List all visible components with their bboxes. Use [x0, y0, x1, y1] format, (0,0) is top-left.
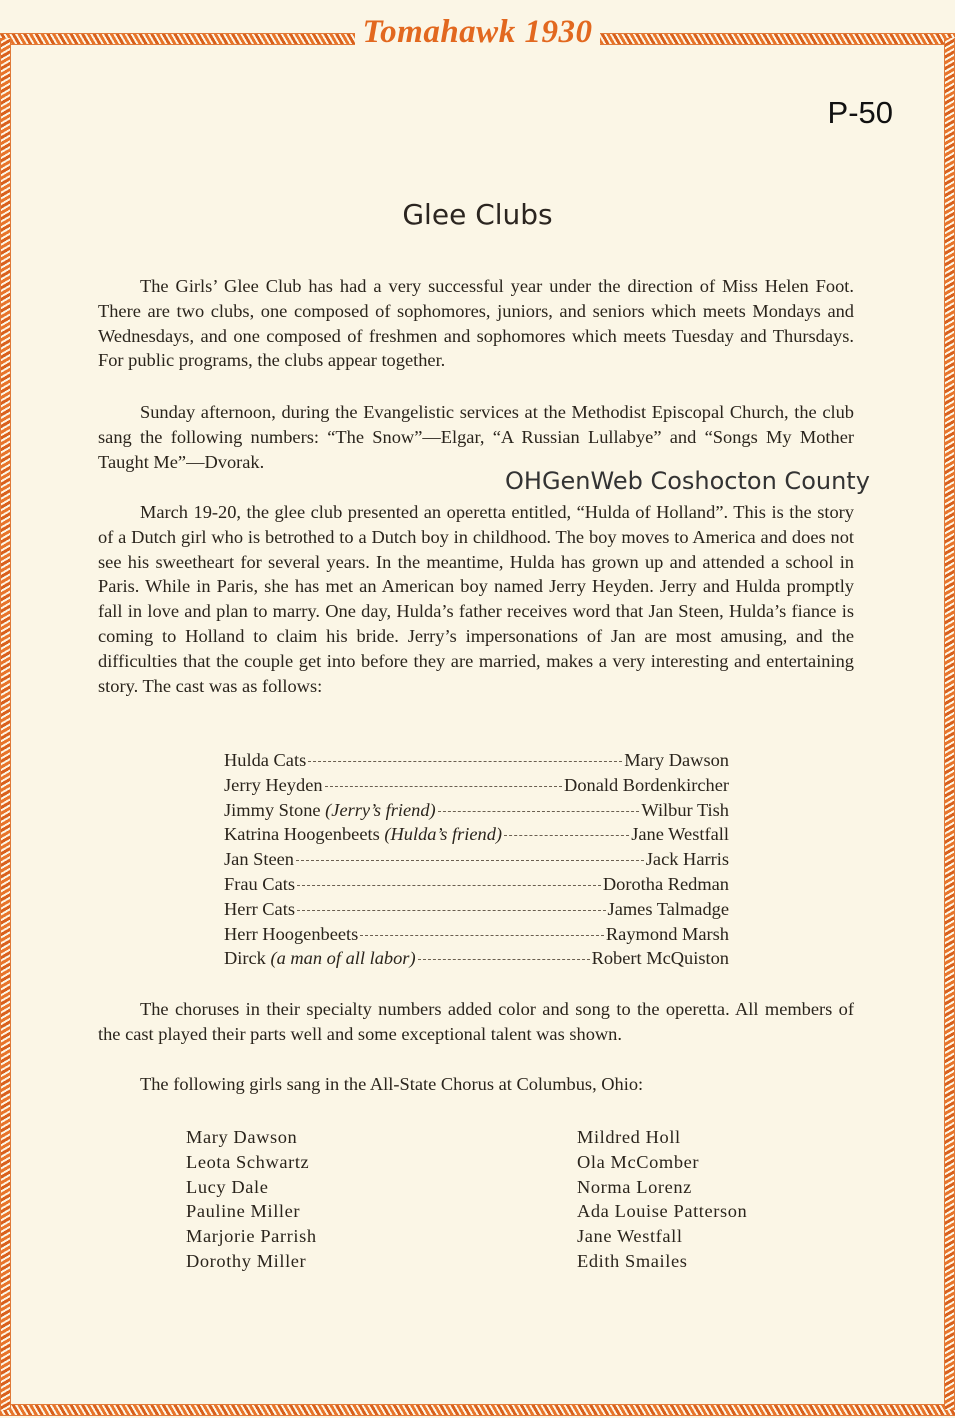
- cast-row: [224, 775, 729, 800]
- cast-row: [224, 849, 729, 874]
- cast-list: [224, 750, 729, 973]
- cast-role: [224, 849, 294, 870]
- paragraph-all-state: The following girls sang in the All-State Chorus at Columbus, Ohio:: [140, 1074, 644, 1094]
- page-number: P-50: [827, 95, 893, 130]
- role-name: Hulda Cats: [224, 750, 307, 770]
- chorus-member: Pauline Miller: [186, 1201, 301, 1222]
- chorus-list-left: [186, 1125, 317, 1274]
- dotted-leader: [504, 835, 629, 836]
- chorus-member: Mary Dawson: [186, 1127, 298, 1147]
- actor-name: Dorotha Redman: [602, 873, 729, 894]
- cast-row: [224, 948, 729, 973]
- dotted-leader: [418, 959, 590, 960]
- chorus-member: Ada Louise Patterson: [577, 1201, 748, 1222]
- paragraph-operetta: March 19-20, the glee club presented an operetta entitled, “Hulda of Holland”. This is the story of a Dutch girl who is betrothed to a Dutch boy in childhood. The boy moves to America and does not see his sweetheart for several years. In the meantime, Hulda has grown up and attended a school in Paris. While in Paris, she has met an American boy named Jerry Heyden. Jerry and Hulda promptly fall in love and plan to marry. One day, Hulda’s father receives word that Jan Steen, Hulda’s fiance is coming to Holland to claim his bride. Jerry’s impersonations of Jan are most amusing, and the difficulties that the couple get into before they are married, makes a very interesting and entertaining story. The cast was as follows:: [98, 502, 854, 696]
- actor-name: Robert McQuiston: [591, 948, 729, 969]
- role-name: Jimmy Stone: [224, 799, 321, 820]
- watermark: OHGenWeb Coshocton County: [505, 467, 870, 495]
- bottom-rope-border: [0, 1404, 955, 1416]
- chorus-member: Lucy Dale: [186, 1176, 269, 1197]
- cast-role: [224, 899, 295, 920]
- role-note: (Jerry’s friend): [325, 799, 436, 820]
- chorus-member: Jane Westfall: [577, 1226, 683, 1247]
- dotted-leader: [438, 811, 640, 812]
- chorus-list-right: [577, 1125, 747, 1274]
- cast-role: [224, 775, 323, 796]
- chorus-member: Dorothy Miller: [186, 1250, 307, 1271]
- header-title: Tomahawk 1930: [355, 14, 601, 51]
- role-name: Dirck: [224, 948, 266, 969]
- chorus-member: Ola McComber: [577, 1151, 700, 1172]
- cast-role: [224, 874, 295, 895]
- role-note: (Hulda’s friend): [384, 824, 503, 845]
- actor-name: Jack Harris: [645, 849, 729, 870]
- dotted-leader: [308, 761, 622, 762]
- role-name: Herr Hoogenbeets: [224, 923, 359, 944]
- left-rope-border: [0, 38, 11, 1410]
- role-name: Jerry Heyden: [224, 774, 323, 795]
- actor-name: Wilbur Tish: [641, 799, 729, 820]
- actor-name: Donald Bordenkircher: [564, 774, 729, 795]
- cast-role: [224, 800, 436, 821]
- dotted-leader: [360, 935, 604, 936]
- cast-role: [224, 750, 306, 771]
- cast-role: [224, 924, 358, 945]
- cast-row: [224, 924, 729, 949]
- chorus-member: Leota Schwartz: [186, 1151, 310, 1172]
- chorus-member: Norma Lorenz: [577, 1176, 692, 1197]
- yearbook-header: [0, 14, 955, 51]
- dotted-leader: [325, 786, 562, 787]
- chorus-member: Marjorie Parrish: [186, 1226, 317, 1247]
- cast-row: [224, 800, 729, 825]
- actor-name: Mary Dawson: [624, 750, 729, 770]
- role-name: Frau Cats: [224, 873, 296, 894]
- role-note: (a man of all labor): [270, 948, 416, 969]
- cast-row: [224, 899, 729, 924]
- cast-role: [224, 824, 502, 845]
- paragraph-intro: The Girls’ Glee Club has had a very successful year under the direction of Miss Helen Foot. There are two clubs, one composed of sophomores, juniors, and seniors which meets Mondays and Wednesdays, and one composed of freshmen and sophomores which meets Tuesday and Thursdays. For public programs, the clubs appear together.: [98, 276, 854, 371]
- dotted-leader: [297, 885, 601, 886]
- cast-row: [224, 824, 729, 849]
- dotted-leader: [296, 860, 644, 861]
- paragraph-choruses: The choruses in their specialty numbers added color and song to the operetta. All members of the cast played their parts well and some exceptional talent was shown.: [98, 999, 854, 1044]
- cast-role: [224, 948, 416, 969]
- chorus-member: Mildred Holl: [577, 1127, 681, 1147]
- chorus-member: Edith Smailes: [577, 1250, 688, 1271]
- actor-name: Raymond Marsh: [605, 923, 729, 944]
- actor-name: James Talmadge: [607, 898, 729, 919]
- role-name: Jan Steen: [224, 849, 294, 870]
- actor-name: Jane Westfall: [631, 824, 729, 845]
- cast-row: [224, 750, 729, 775]
- paragraph-sunday: Sunday afternoon, during the Evangelistic services at the Methodist Episcopal Church, the club sang the following numbers: “The Snow”—Elgar, “A Russian Lullabye” and “Songs My Mother Taught Me”—Dvorak.: [98, 402, 854, 472]
- cast-row: [224, 874, 729, 899]
- right-rope-border: [944, 38, 955, 1410]
- role-name: Katrina Hoogenbeets: [224, 824, 380, 845]
- page-title: Glee Clubs: [402, 198, 553, 231]
- dotted-leader: [297, 910, 606, 911]
- role-name: Herr Cats: [224, 898, 295, 919]
